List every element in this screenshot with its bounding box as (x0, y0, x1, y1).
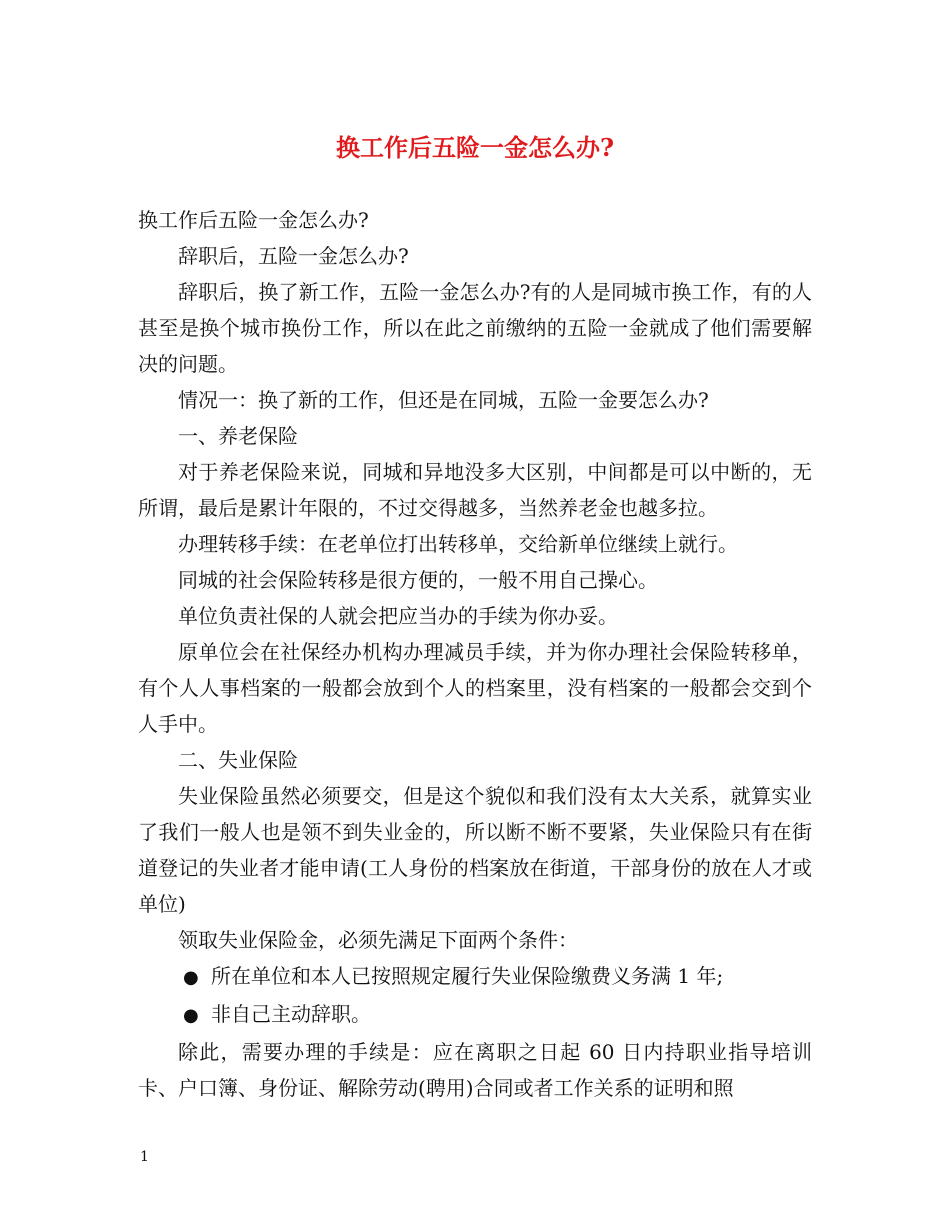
paragraph: 单位负责社保的人就会把应当办的手续为你办妥。 (178, 604, 618, 628)
bullet-icon: ● (183, 1005, 199, 1026)
paragraph: 原单位会在社保经办机构办理减员手续，并为你办理社会保险转移单，有个人人事档案的一般都会放到个人的档案里，没有档案的一般都会交到个人手中。 (138, 640, 812, 736)
paragraph-heading-repeat: 换工作后五险一金怎么办? (138, 208, 369, 232)
paragraph: 情况一：换了新的工作，但还是在同城，五险一金要怎么办? (178, 388, 709, 412)
bullet-icon: ● (183, 967, 199, 988)
bullet-item (138, 996, 812, 1034)
document-title: 换工作后五险一金怎么办? (335, 133, 615, 162)
page-number: 1 (140, 1149, 149, 1165)
paragraph: 同城的社会保险转移是很方便的，一般不用自己操心。 (178, 568, 658, 592)
paragraph: 除此，需要办理的手续是：应在离职之日起 60 日内持职业指导培训卡、户口簿、身份证、解除劳动(聘用)合同或者工作关系的证明和照 (138, 1040, 812, 1100)
paragraph: 失业保险虽然必须要交，但是这个貌似和我们没有太大关系，就算实业了我们一般人也是领不到失业金的，所以断不断不要紧，失业保险只有在街道登记的失业者才能申请(工人身份的档案放在街道，干部身份的放在人才或单位) (138, 784, 812, 916)
section-heading-unemployment: 二、失业保险 (178, 748, 298, 772)
bullet-item (138, 958, 812, 996)
section-heading-pension: 一、养老保险 (178, 424, 298, 448)
paragraph: 对于养老保险来说，同城和异地没多大区别，中间都是可以中断的，无所谓，最后是累计年限的，不过交得越多，当然养老金也越多拉。 (138, 460, 812, 520)
bullet-text: 非自己主动辞职。 (211, 1002, 371, 1026)
paragraph: 办理转移手续：在老单位打出转移单，交给新单位继续上就行。 (178, 532, 738, 556)
document-body (138, 202, 812, 1106)
paragraph: 领取失业保险金，必须先满足下面两个条件： (178, 928, 578, 952)
paragraph: 辞职后，五险一金怎么办? (178, 244, 409, 268)
bullet-text: 所在单位和本人已按照规定履行失业保险缴费义务满 1 年; (211, 964, 724, 988)
paragraph: 辞职后，换了新工作，五险一金怎么办?有的人是同城市换工作，有的人甚至是换个城市换份工作，所以在此之前缴纳的五险一金就成了他们需要解决的问题。 (138, 280, 812, 376)
